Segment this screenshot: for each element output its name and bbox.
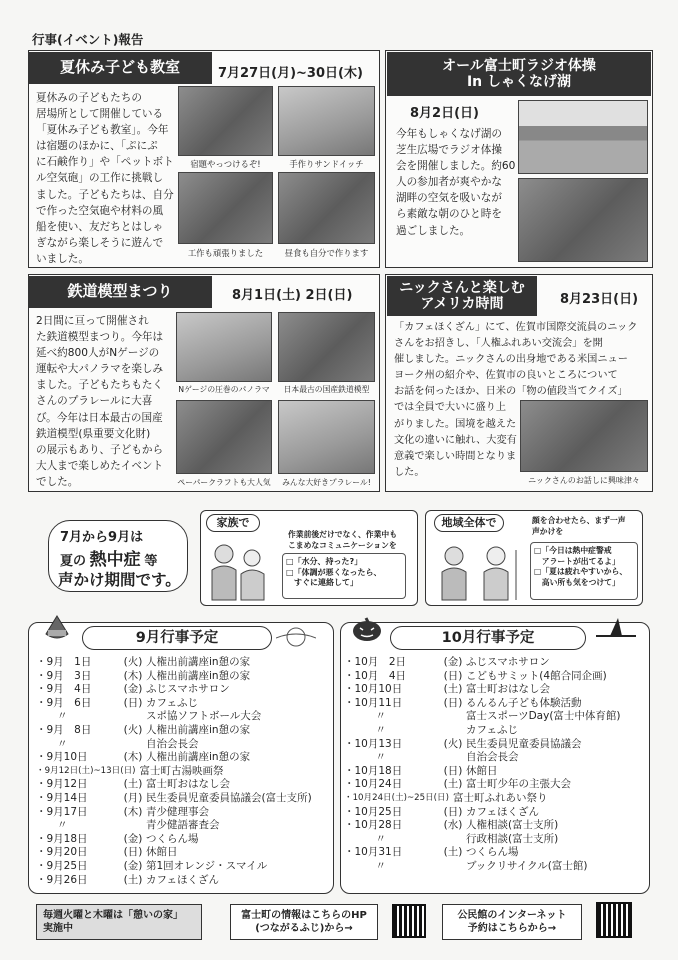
event-name: 行政相談(富士支所)	[466, 832, 559, 845]
event-date: ・9月 4日	[36, 683, 92, 696]
september-title: 9月行事予定	[82, 626, 272, 650]
event-date: ・9月 1日	[36, 656, 92, 668]
oct-row	[344, 765, 648, 779]
oct-row	[344, 792, 648, 806]
october-title: 10月行事予定	[390, 626, 586, 650]
event-date: ・9月18日	[36, 832, 88, 845]
oct-row	[344, 833, 648, 847]
event-name: 富士町おはなし会	[466, 683, 550, 696]
event-weekday: (日)	[443, 764, 463, 777]
event-weekday: (月)	[123, 791, 143, 804]
hp-qr-code[interactable]	[392, 904, 426, 938]
footer-ikoi-line1: 毎週火曜と木曜は「憩いの家」	[43, 910, 183, 921]
footer-reservation-line2: 予約はこちらから→	[467, 923, 557, 934]
event-weekday: (火)	[443, 737, 463, 750]
nick-title-line2: アメリカ時間	[420, 296, 504, 312]
october-list	[344, 656, 648, 874]
panel-radio-exercise-date: 8月2日(日)	[410, 106, 479, 121]
footer-reservation-line1: 公民館のインターネット	[457, 910, 567, 921]
event-name: 富士町おはなし会	[146, 778, 230, 791]
caption-paper-craft: ペーパークラフトも大人気	[177, 478, 271, 487]
event-date: 〃	[344, 710, 386, 723]
event-date: ・9月12日(土)~13日(日)	[36, 765, 136, 776]
event-name: カフェふじ	[146, 696, 198, 709]
sept-row	[36, 833, 332, 847]
oct-row	[344, 683, 648, 697]
event-name: 人権出前講座in憩の家	[146, 723, 251, 736]
event-weekday: (土)	[123, 873, 143, 886]
panel-summer-class-text: 夏休みの子どもたちの 居場所として開催している 「夏休み子ども教室」。今年 は宿題のほかに、「ぷにぷ に石鹸作り」や「ペットボト ル空気砲」の工作に挑戦し ました。子どもたちは、自分 で作った空気砲や材料の風 船を使い、友だちとはしゃ ぎながら楽しそうに遊んで いました。	[36, 92, 174, 265]
event-weekday: (土)	[123, 778, 143, 791]
heat-family-text: 作業前後だけでなく、作業中も こまめなコミュニケーションを	[288, 530, 397, 550]
oct-row	[344, 656, 648, 670]
oct-row	[344, 724, 648, 738]
event-weekday	[440, 751, 466, 765]
caption-oldest-model: 日本最古の国産鉄道模型	[283, 385, 370, 394]
event-name: こどもサミット(4館合同企画)	[466, 669, 607, 682]
oct-row	[344, 846, 648, 860]
event-date: ・9月25日	[36, 859, 88, 872]
oct-row	[344, 738, 648, 752]
event-date: ・9月17日	[36, 805, 88, 818]
event-weekday: (日)	[443, 696, 463, 709]
footer-ikoi-notice	[36, 904, 202, 940]
panel-train-festival-title: 鉄道模型まつり	[28, 276, 212, 308]
heat-region-figures	[436, 540, 526, 602]
event-name: 富士町古湯映画祭	[139, 764, 224, 777]
event-date: 〃	[36, 710, 68, 723]
photo-paper-craft	[176, 400, 272, 474]
photo-participants	[518, 178, 648, 262]
event-weekday: (日)	[123, 846, 143, 859]
event-name: 民生委員児童委員協議会(富士支所)	[146, 791, 312, 804]
section-title: 行事(イベント)報告	[32, 32, 144, 47]
heat-family-title: 家族で	[206, 514, 260, 532]
september-list	[36, 656, 332, 887]
event-weekday: (木)	[123, 751, 143, 764]
event-date: ・10月10日	[344, 683, 403, 696]
sept-row	[36, 751, 332, 765]
event-weekday: (火)	[123, 656, 143, 668]
oct-row	[344, 710, 648, 724]
caption-plarail: みんな大好きプラレール!	[282, 478, 371, 487]
footer-hp-line1: 富士町の情報はこちらのHP	[241, 910, 367, 921]
event-name: ふじスマホサロン	[466, 656, 550, 668]
event-name: 人権出前講座in憩の家	[146, 751, 251, 764]
event-date: ・9月 6日	[36, 696, 92, 709]
oct-row	[344, 806, 648, 820]
oct-row	[344, 751, 648, 765]
footer-reservation-link[interactable]	[442, 904, 582, 940]
event-date: ・10月11日	[344, 696, 403, 709]
event-weekday: (日)	[443, 669, 463, 682]
event-date: ・10月 2日	[344, 656, 407, 668]
event-date: ・9月20日	[36, 846, 88, 859]
event-weekday: (金)	[443, 656, 463, 668]
oct-row	[344, 860, 648, 874]
caption-nick-talk: ニックさんのお話しに興味津々	[528, 476, 640, 485]
oct-row	[344, 670, 648, 684]
event-date: 〃	[344, 859, 386, 872]
caption-homework: 宿題やっつけるぞ!	[190, 159, 261, 169]
event-date: ・10月24日(土)~25日(日)	[344, 792, 449, 803]
event-date: ・9月26日	[36, 873, 88, 886]
oct-row	[344, 697, 648, 711]
sept-row	[36, 724, 332, 738]
sept-row	[36, 670, 332, 684]
event-date: ・9月 3日	[36, 669, 92, 682]
photo-crafts	[178, 172, 273, 244]
event-weekday: (火)	[123, 723, 143, 736]
heat-family-bubble: □「水分、持った?」 □「体調が悪くなったら、 すぐに連絡して」	[282, 553, 406, 599]
event-date: ・10月13日	[344, 737, 403, 750]
heat-line1: 7月から9月は	[60, 530, 144, 545]
event-name: 青少健語審査会	[146, 819, 220, 832]
sept-row	[36, 860, 332, 874]
panel-summer-class-date: 7月27日(月)~30日(木)	[218, 66, 363, 81]
sept-row	[36, 792, 332, 806]
event-name: つくらん場	[146, 832, 199, 845]
event-weekday: (土)	[443, 683, 463, 696]
event-date: ・9月14日	[36, 791, 88, 804]
event-weekday	[440, 724, 466, 738]
footer-hp-line2: (つながるふじ)から→	[255, 923, 353, 934]
event-weekday	[120, 738, 146, 752]
event-name: 自治会長会	[146, 737, 199, 750]
heat-line2a: 夏の	[60, 554, 87, 569]
event-name: 人権相談(富士支所)	[466, 819, 559, 832]
event-date: ・9月10日	[36, 751, 88, 764]
heat-region-text: 顔を合わせたら、まず一声 声かけを	[532, 516, 626, 536]
event-name: 民生委員児童委員協議会	[466, 737, 582, 750]
event-weekday	[440, 833, 466, 847]
event-name: ブックリサイクル(富士館)	[466, 859, 588, 872]
event-name: 富士町ふれあい祭り	[452, 791, 548, 804]
sept-row	[36, 697, 332, 711]
oct-row	[344, 778, 648, 792]
sept-row	[36, 656, 332, 670]
event-date: ・10月24日	[344, 778, 403, 791]
pumpkin-icon	[352, 616, 382, 645]
event-weekday	[120, 710, 146, 724]
event-name: 人権出前講座in憩の家	[146, 656, 251, 668]
witch-icon	[590, 614, 640, 653]
heat-region-bubble: □「今日は熱中症警戒 アラートが出てるよ」 □「夏は疲れやすいから、 高い所も気をつけて」	[530, 542, 638, 600]
event-date: ・10月18日	[344, 764, 403, 777]
photo-sandwich	[278, 86, 375, 156]
heat-family-figures	[208, 540, 268, 602]
event-date: 〃	[344, 832, 386, 845]
event-name: 自治会長会	[466, 751, 519, 764]
radio-title-line1: オール富士町ラジオ体操	[442, 57, 596, 74]
event-date: 〃	[36, 737, 68, 750]
panel-radio-exercise-title	[387, 52, 651, 96]
event-weekday: (水)	[443, 819, 463, 832]
region-neighbors-icon	[436, 540, 526, 602]
event-weekday	[440, 710, 466, 724]
sept-row	[36, 738, 332, 752]
family-farmers-icon	[208, 540, 268, 602]
moon-icon	[276, 626, 316, 651]
panel-radio-exercise-text: 今年もしゃくなげ湖の 芝生広場でラジオ体操 会を開催しました。約60 人の参加者が爽やかな 湖畔の空気を吸いなが ら素敵な朝のひと時を 過ごしました。	[396, 128, 516, 237]
event-weekday: (日)	[443, 805, 463, 818]
panel-nick-america-text: 「カフェほくざん」にて、佐賀市国際交流員のニック さんをお招きし、「人権ふれあい交流会」を開 催しました。ニックさんの出身地である米国ニュー ヨーク州の紹介や、佐賀市の良いところについて お話を伺ったほか、日米の「物の値段当てクイズ」 では全員で大いに盛り上 がりました。国境を越えた 文化の違いに触れ、大変有 意義で楽しい時間となりま した。	[394, 322, 638, 478]
panel-train-festival-text: 2日間に亘って開催され た鉄道模型まつり。今年は 延べ約800人がNゲージの 運転や大パノラマを楽しみ ました。子どもたちもたく さんのプラレールに大喜 び。今年は日本最古の国産 鉄道模型(県重要文化財) の展示もあり、子どもから 大人まで楽しめたイベント でした。	[36, 315, 164, 488]
photo-oldest-model	[278, 312, 375, 382]
event-date: ・10月28日	[344, 819, 403, 832]
sept-row	[36, 683, 332, 697]
sept-row	[36, 846, 332, 860]
event-date: ・9月12日	[36, 778, 88, 791]
heat-line2c: 等	[144, 554, 158, 569]
photo-plarail	[278, 400, 375, 474]
nick-title-line1: ニックさんと楽しむ	[399, 279, 525, 296]
heat-line3: 声かけ期間です。	[58, 571, 181, 589]
event-weekday: (金)	[123, 859, 143, 872]
event-weekday	[120, 819, 146, 833]
event-date: ・10月 4日	[344, 669, 407, 682]
chestnut-icon	[44, 614, 70, 643]
caption-crafts: 工作も頑張りました	[187, 248, 264, 258]
photo-homework	[178, 86, 273, 156]
event-name: ふじスマホサロン	[146, 683, 230, 696]
event-date: 〃	[344, 751, 386, 764]
sept-row	[36, 819, 332, 833]
event-date: ・9月 8日	[36, 723, 92, 736]
event-name: 富士町少年の主張大会	[466, 778, 571, 791]
heat-line2b: 熱中症	[89, 550, 141, 570]
footer-ikoi-line2: 実施中	[43, 923, 73, 934]
sept-row	[36, 874, 332, 888]
oct-row	[344, 819, 648, 833]
sept-row	[36, 765, 332, 779]
event-name: つくらん場	[466, 846, 519, 859]
reservation-qr-code[interactable]	[596, 902, 632, 938]
sept-row	[36, 710, 332, 724]
panel-nick-america-date: 8月23日(日)	[560, 292, 639, 307]
event-weekday: (木)	[123, 669, 143, 682]
event-date: ・10月31日	[344, 846, 403, 859]
heat-line2	[60, 545, 157, 570]
sept-row	[36, 778, 332, 792]
event-name: るんるん子ども体験活動	[466, 696, 582, 709]
event-name: スポ協ソフトボール大会	[146, 710, 262, 723]
caption-lunch: 昼食も自分で作ります	[284, 248, 369, 258]
event-weekday: (日)	[123, 696, 143, 709]
panel-nick-america-title	[387, 276, 537, 316]
event-name: 休館日	[466, 764, 498, 777]
photo-n-gauge	[176, 312, 272, 382]
event-weekday	[440, 860, 466, 874]
event-name: 青少健理事会	[146, 805, 209, 818]
event-weekday: (土)	[443, 846, 463, 859]
event-name: 富士スポーツDay(富士中体育館)	[466, 710, 621, 723]
sept-row	[36, 806, 332, 820]
heat-region-title: 地域全体で	[434, 514, 504, 532]
caption-sandwich: 手作りサンドイッチ	[289, 159, 364, 169]
event-date: 〃	[36, 819, 68, 832]
radio-title-line2: In しゃくなげ湖	[466, 74, 572, 90]
event-name: カフェほくざん	[466, 805, 539, 818]
panel-train-festival-date: 8月1日(土) 2日(日)	[232, 288, 353, 303]
photo-lunch	[278, 172, 375, 244]
event-name: 休館日	[146, 846, 178, 859]
event-name: 第1回オレンジ・スマイル	[146, 859, 268, 872]
event-date: ・10月25日	[344, 805, 403, 818]
event-name: カフェほくざん	[146, 873, 219, 886]
event-weekday: (金)	[123, 683, 143, 696]
event-weekday: (土)	[443, 778, 463, 791]
photo-lake-exercise	[518, 100, 648, 174]
footer-hp-link[interactable]	[230, 904, 378, 940]
event-date: 〃	[344, 723, 386, 736]
event-weekday: (金)	[123, 832, 143, 845]
event-name: 人権出前講座in憩の家	[146, 669, 251, 682]
photo-nick-talk	[520, 400, 648, 472]
event-weekday: (木)	[123, 805, 143, 818]
event-name: カフェふじ	[466, 723, 518, 736]
panel-summer-class-title: 夏休み子ども教室	[28, 52, 212, 84]
caption-n-gauge: Nゲージの圧巻のパノラマ	[178, 385, 270, 394]
